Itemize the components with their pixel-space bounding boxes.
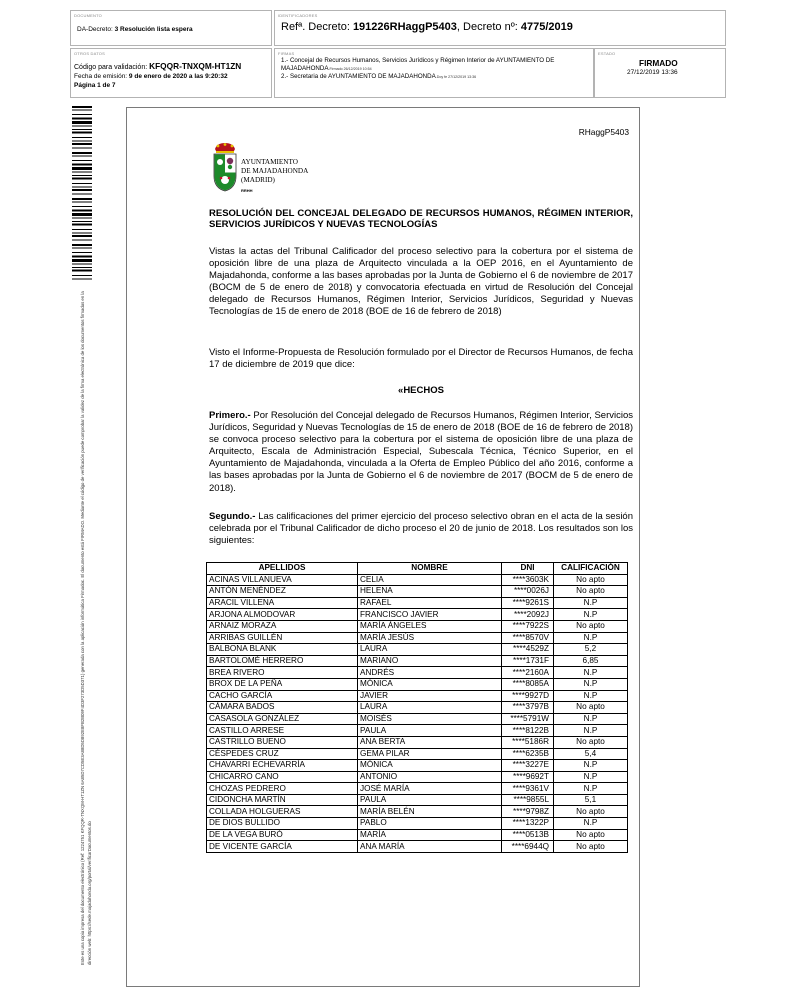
nombre-cell: ANTONIO bbox=[358, 771, 502, 783]
org-line-4: RRHH bbox=[241, 187, 253, 193]
calificacion-cell: No apto bbox=[554, 702, 628, 714]
paragraph-primero bbox=[209, 410, 633, 495]
calificacion-cell: N.P bbox=[554, 632, 628, 644]
dni-cell: ****2160A bbox=[502, 667, 554, 679]
apellidos-cell: CACHO GARCÍA bbox=[207, 690, 358, 702]
calificacion-cell: 6,85 bbox=[554, 655, 628, 667]
org-line-3: (MADRID) bbox=[241, 176, 275, 185]
calificacion-cell: N.P bbox=[554, 690, 628, 702]
otros-caption: OTROS DATOS bbox=[74, 51, 105, 56]
apellidos-cell: COLLADA HOLGUERAS bbox=[207, 806, 358, 818]
apellidos-cell: ARJONA ALMODOVAR bbox=[207, 609, 358, 621]
primero-label: Primero.- bbox=[209, 410, 251, 421]
table-row bbox=[207, 678, 628, 690]
apellidos-cell: DE LA VEGA BURÓ bbox=[207, 829, 358, 841]
dni-cell: ****3797B bbox=[502, 702, 554, 714]
codigo-validacion bbox=[74, 61, 241, 71]
table-row bbox=[207, 632, 628, 644]
dni-cell: ****3227E bbox=[502, 760, 554, 772]
calificacion-cell: N.P bbox=[554, 783, 628, 795]
dni-cell: ****9798Z bbox=[502, 806, 554, 818]
apellidos-cell: BREA RIVERO bbox=[207, 667, 358, 679]
org-line-2: DE MAJADAHONDA bbox=[241, 167, 309, 176]
calificacion-cell: 5,4 bbox=[554, 748, 628, 760]
column-header-nombre: NOMBRE bbox=[358, 563, 502, 575]
apellidos-cell: CASTRILLO BUENO bbox=[207, 736, 358, 748]
nombre-cell: GEMA PILAR bbox=[358, 748, 502, 760]
table-row bbox=[207, 609, 628, 621]
decreto-prefix: , Decreto nº: bbox=[456, 21, 521, 33]
table-row bbox=[207, 748, 628, 760]
apellidos-cell: CÉSPEDES CRUZ bbox=[207, 748, 358, 760]
segundo-text: Las calificaciones del primer ejercicio del proceso selectivo obran en el acta de la sesión celebrada por el Tribunal Calificador de dicho proceso el 20 de junio de 2018. Los resultados son los siguientes: bbox=[209, 511, 633, 547]
estado-box bbox=[594, 48, 726, 98]
apellidos-cell: ARNAIZ MORAZA bbox=[207, 620, 358, 632]
fecha-label: Fecha de emisión: bbox=[74, 73, 129, 80]
firma-2-line bbox=[281, 73, 476, 81]
nombre-cell: LAURA bbox=[358, 702, 502, 714]
table-row bbox=[207, 620, 628, 632]
calificacion-cell: N.P bbox=[554, 678, 628, 690]
firma-1-line-2 bbox=[281, 65, 372, 73]
nombre-cell: RAFAEL bbox=[358, 597, 502, 609]
table-row bbox=[207, 702, 628, 714]
table-row bbox=[207, 655, 628, 667]
estado-date: 27/12/2019 13:36 bbox=[627, 69, 678, 76]
table-row bbox=[207, 806, 628, 818]
nombre-cell: PABLO bbox=[358, 818, 502, 830]
firma-1-date: .Firmado 26/12/2019 10:54 bbox=[328, 67, 372, 71]
dni-cell: ****9692T bbox=[502, 771, 554, 783]
table-row bbox=[207, 818, 628, 830]
document-page bbox=[126, 107, 640, 987]
table-row bbox=[207, 783, 628, 795]
dni-cell: ****5791W bbox=[502, 713, 554, 725]
table-row bbox=[207, 760, 628, 772]
calificacion-cell: N.P bbox=[554, 667, 628, 679]
column-header-calificacion: CALIFICACIÓN bbox=[554, 563, 628, 575]
nombre-cell: HELENA bbox=[358, 586, 502, 598]
calificacion-cell: No apto bbox=[554, 841, 628, 853]
firma-2-text: 2.- Secretaria de AYUNTAMIENTO DE MAJADAHONDA bbox=[281, 73, 436, 80]
nombre-cell: MÓNICA bbox=[358, 760, 502, 772]
table-row bbox=[207, 667, 628, 679]
dni-cell: ****9927D bbox=[502, 690, 554, 702]
apellidos-cell: ARRIBAS GUILLÉN bbox=[207, 632, 358, 644]
table-row bbox=[207, 841, 628, 853]
calificacion-cell: N.P bbox=[554, 725, 628, 737]
apellidos-cell: ANTÓN MENÉNDEZ bbox=[207, 586, 358, 598]
calificacion-cell: N.P bbox=[554, 597, 628, 609]
documento-title: 3 Resolución lista espera bbox=[114, 26, 193, 33]
nombre-cell: JOSÉ MARÍA bbox=[358, 783, 502, 795]
table-row bbox=[207, 736, 628, 748]
apellidos-cell: CASTILLO ARRESE bbox=[207, 725, 358, 737]
documento-box bbox=[70, 10, 272, 46]
table-row bbox=[207, 794, 628, 806]
otros-datos-box bbox=[70, 48, 272, 98]
apellidos-cell: CIDONCHA MARTÍN bbox=[207, 794, 358, 806]
estado-value: FIRMADO bbox=[639, 58, 678, 68]
barcode bbox=[72, 106, 92, 280]
column-header-apellidos: APELLIDOS bbox=[207, 563, 358, 575]
resolution-title: RESOLUCIÓN DEL CONCEJAL DELEGADO DE RECURSOS HUMANOS, RÉGIMEN INTERIOR, SERVICIOS JURÍDICOS Y NUEVAS TECNOLOGÍAS bbox=[209, 208, 633, 230]
results-table bbox=[206, 562, 628, 853]
segundo-label: Segundo.- bbox=[209, 511, 256, 522]
calificacion-cell: No apto bbox=[554, 736, 628, 748]
calificacion-cell: N.P bbox=[554, 760, 628, 772]
table-row bbox=[207, 713, 628, 725]
identificadores-caption: IDENTIFICADORES bbox=[278, 13, 318, 18]
apellidos-cell: BALBONA BLANK bbox=[207, 644, 358, 656]
dni-cell: ****2092J bbox=[502, 609, 554, 621]
fecha-emision bbox=[74, 73, 228, 80]
table-row bbox=[207, 574, 628, 586]
org-line-1: AYUNTAMIENTO bbox=[241, 158, 298, 166]
dni-cell: ****9261S bbox=[502, 597, 554, 609]
dni-cell: ****1322P bbox=[502, 818, 554, 830]
codigo-label: Código para validación: bbox=[74, 64, 150, 71]
table-row bbox=[207, 597, 628, 609]
nombre-cell: ANDRÉS bbox=[358, 667, 502, 679]
nombre-cell: CELIA bbox=[358, 574, 502, 586]
apellidos-cell: BARTOLOMÉ HERRERO bbox=[207, 655, 358, 667]
dni-cell: ****6944Q bbox=[502, 841, 554, 853]
fecha-value: 9 de enero de 2020 a las 9:20:32 bbox=[128, 73, 228, 80]
nombre-cell: JAVIER bbox=[358, 690, 502, 702]
calificacion-cell: N.P bbox=[554, 713, 628, 725]
calificacion-cell: No apto bbox=[554, 586, 628, 598]
primero-text: Por Resolución del Concejal delegado de Recursos Humanos, Régimen Interior, Servicios Jurídicos, Seguridad y Nuevas Tecnologías de 15 de enero de 2018 (BOE de 16 de febrero de 2018) se convoca proceso selectivo para la cobertura por el sistema de oposición libre de una plaza de Arquitecto, Escala de Administración Especial, Subescala Técnica, Técnico Superior, en el Ayuntamiento de Majadahonda, vinculada a la Oferta de Empleo Público del año 2016, conforme a las bases aprobadas por la Junta de Gobierno el 6 de noviembre de 2017 (BOCM de 5 de enero de 2018). bbox=[209, 410, 633, 494]
firma-2-date: .Doy fe 27/12/2019 13:36 bbox=[435, 75, 477, 79]
nombre-cell: ANA BERTA bbox=[358, 736, 502, 748]
calificacion-cell: No apto bbox=[554, 829, 628, 841]
dni-cell: ****0513B bbox=[502, 829, 554, 841]
municipal-coat-of-arms-logo bbox=[209, 140, 241, 196]
dni-cell: ****4529Z bbox=[502, 644, 554, 656]
table-header-row bbox=[207, 563, 628, 575]
decreto-number: 4775/2019 bbox=[520, 21, 573, 33]
ref-prefix: Refª. Decreto: bbox=[281, 21, 353, 33]
calificacion-cell: N.P bbox=[554, 609, 628, 621]
firma-1-line-1: 1.- Concejal de Recursos Humanos, Servicios Jurídicos y Régimen Interior de AYUNTAMIENTO DE bbox=[281, 57, 555, 64]
nombre-cell: PAULA bbox=[358, 794, 502, 806]
apellidos-cell: CHAVARRI ECHEVARRÍA bbox=[207, 760, 358, 772]
dni-cell: ****7922S bbox=[502, 620, 554, 632]
nombre-cell: MARÍA JESÚS bbox=[358, 632, 502, 644]
calificacion-cell: No apto bbox=[554, 806, 628, 818]
nombre-cell: FRANCISCO JAVIER bbox=[358, 609, 502, 621]
apellidos-cell: DE DIOS BULLIDO bbox=[207, 818, 358, 830]
apellidos-cell: CHICARRO CANO bbox=[207, 771, 358, 783]
table-row bbox=[207, 829, 628, 841]
nombre-cell: MARÍA bbox=[358, 829, 502, 841]
organization-name bbox=[241, 158, 308, 195]
nombre-cell: ANA MARÍA bbox=[358, 841, 502, 853]
nombre-cell: PAULA bbox=[358, 725, 502, 737]
apellidos-cell: CASASOLA GONZÁLEZ bbox=[207, 713, 358, 725]
dni-cell: ****6235B bbox=[502, 748, 554, 760]
column-header-dni: DNI bbox=[502, 563, 554, 575]
calificacion-cell: 5,2 bbox=[554, 644, 628, 656]
nombre-cell: LAURA bbox=[358, 644, 502, 656]
paragraph-visto: Visto el Informe-Propuesta de Resolución formulado por el Director de Recursos Humanos, de fecha 17 de diciembre de 2019 que dice: bbox=[209, 347, 633, 371]
table-row bbox=[207, 644, 628, 656]
documento-caption: DOCUMENTO bbox=[74, 13, 102, 18]
hechos-heading: «HECHOS bbox=[398, 385, 444, 396]
apellidos-cell: ACINAS VILLANUEVA bbox=[207, 574, 358, 586]
documento-value bbox=[77, 26, 193, 33]
pagina: Página 1 de 7 bbox=[74, 82, 116, 89]
nombre-cell: MÓNICA bbox=[358, 678, 502, 690]
nombre-cell: MOISÉS bbox=[358, 713, 502, 725]
results-table-body bbox=[207, 574, 628, 852]
apellidos-cell: DE VICENTE GARCÍA bbox=[207, 841, 358, 853]
firma-1-org: MAJADAHONDA bbox=[281, 65, 329, 72]
estado-caption: ESTADO bbox=[598, 51, 616, 56]
dni-cell: ****3603K bbox=[502, 574, 554, 586]
apellidos-cell: BROX DE LA PEÑA bbox=[207, 678, 358, 690]
identificadores-box bbox=[274, 10, 726, 46]
codigo-value: KFQQR-TNXQM-HT1ZN bbox=[149, 61, 242, 71]
calificacion-cell: N.P bbox=[554, 818, 628, 830]
apellidos-cell: ARACIL VILLENA bbox=[207, 597, 358, 609]
calificacion-cell: No apto bbox=[554, 620, 628, 632]
paragraph-vistas: Vistas la actas del Tribunal Calificador del proceso selectivo para la cobertura por el sistema de oposición libre de una plaza de Arquitecto vinculada a la OEP 2016, en el Ayuntamiento de Majadahonda, conforme a las bases aprobadas por la Junta de Gobierno el 6 de noviembre de 2017 (BOCM de 5 de enero de 2018) y convocatoria efectuada en virtud de Resolución del Concejal delegado de Recursos Humanos, Régimen Interior, Servicios Jurídicos, Seguridad y Nuevas Tecnologías de 15 de enero de 2018 (BOE de 16 de febrero de 2018) bbox=[209, 246, 633, 318]
table-row bbox=[207, 690, 628, 702]
table-row bbox=[207, 586, 628, 598]
firmas-box bbox=[274, 48, 594, 98]
dni-cell: ****8122B bbox=[502, 725, 554, 737]
firmas-caption: FIRMAS bbox=[278, 51, 295, 56]
ref-code: 191226RHaggP5403 bbox=[352, 21, 457, 33]
table-row bbox=[207, 725, 628, 737]
document-ref-code: RHaggP5403 bbox=[578, 127, 629, 137]
verification-side-text: Este es una copia impresa del documento electrónico (Ref: 1224751 KFQQR-TNXQM-HT1ZN 6A85D7CD5E3A88D5D892E8FB2B09F4D3F273D5D371) generada con la aplicación informática Firmadoc. El documento está FIRMADO. Mediante el código de verificación puede comprobar la validez de la firma electrónica de los documentos firmados en la dirección web: https://sede.majadahonda.org/portal/verificarDocumentos.do bbox=[80, 291, 92, 965]
dni-cell: ****9361V bbox=[502, 783, 554, 795]
decree-reference bbox=[281, 21, 573, 33]
nombre-cell: MARÍA BELÉN bbox=[358, 806, 502, 818]
paragraph-segundo bbox=[209, 511, 633, 547]
apellidos-cell: CHOZAS PEDRERO bbox=[207, 783, 358, 795]
table-row bbox=[207, 771, 628, 783]
nombre-cell: MARIANO bbox=[358, 655, 502, 667]
calificacion-cell: No apto bbox=[554, 574, 628, 586]
nombre-cell: MARÍA ÁNGELES bbox=[358, 620, 502, 632]
calificacion-cell: 5,1 bbox=[554, 794, 628, 806]
dni-cell: ****9855L bbox=[502, 794, 554, 806]
apellidos-cell: CÁMARA BADOS bbox=[207, 702, 358, 714]
calificacion-cell: N.P bbox=[554, 771, 628, 783]
dni-cell: ****8570V bbox=[502, 632, 554, 644]
dni-cell: ****8085A bbox=[502, 678, 554, 690]
dni-cell: ****5186R bbox=[502, 736, 554, 748]
dni-cell: ****1731F bbox=[502, 655, 554, 667]
dni-cell: ****0026J bbox=[502, 586, 554, 598]
documento-type: DA-Decreto: bbox=[77, 26, 113, 33]
